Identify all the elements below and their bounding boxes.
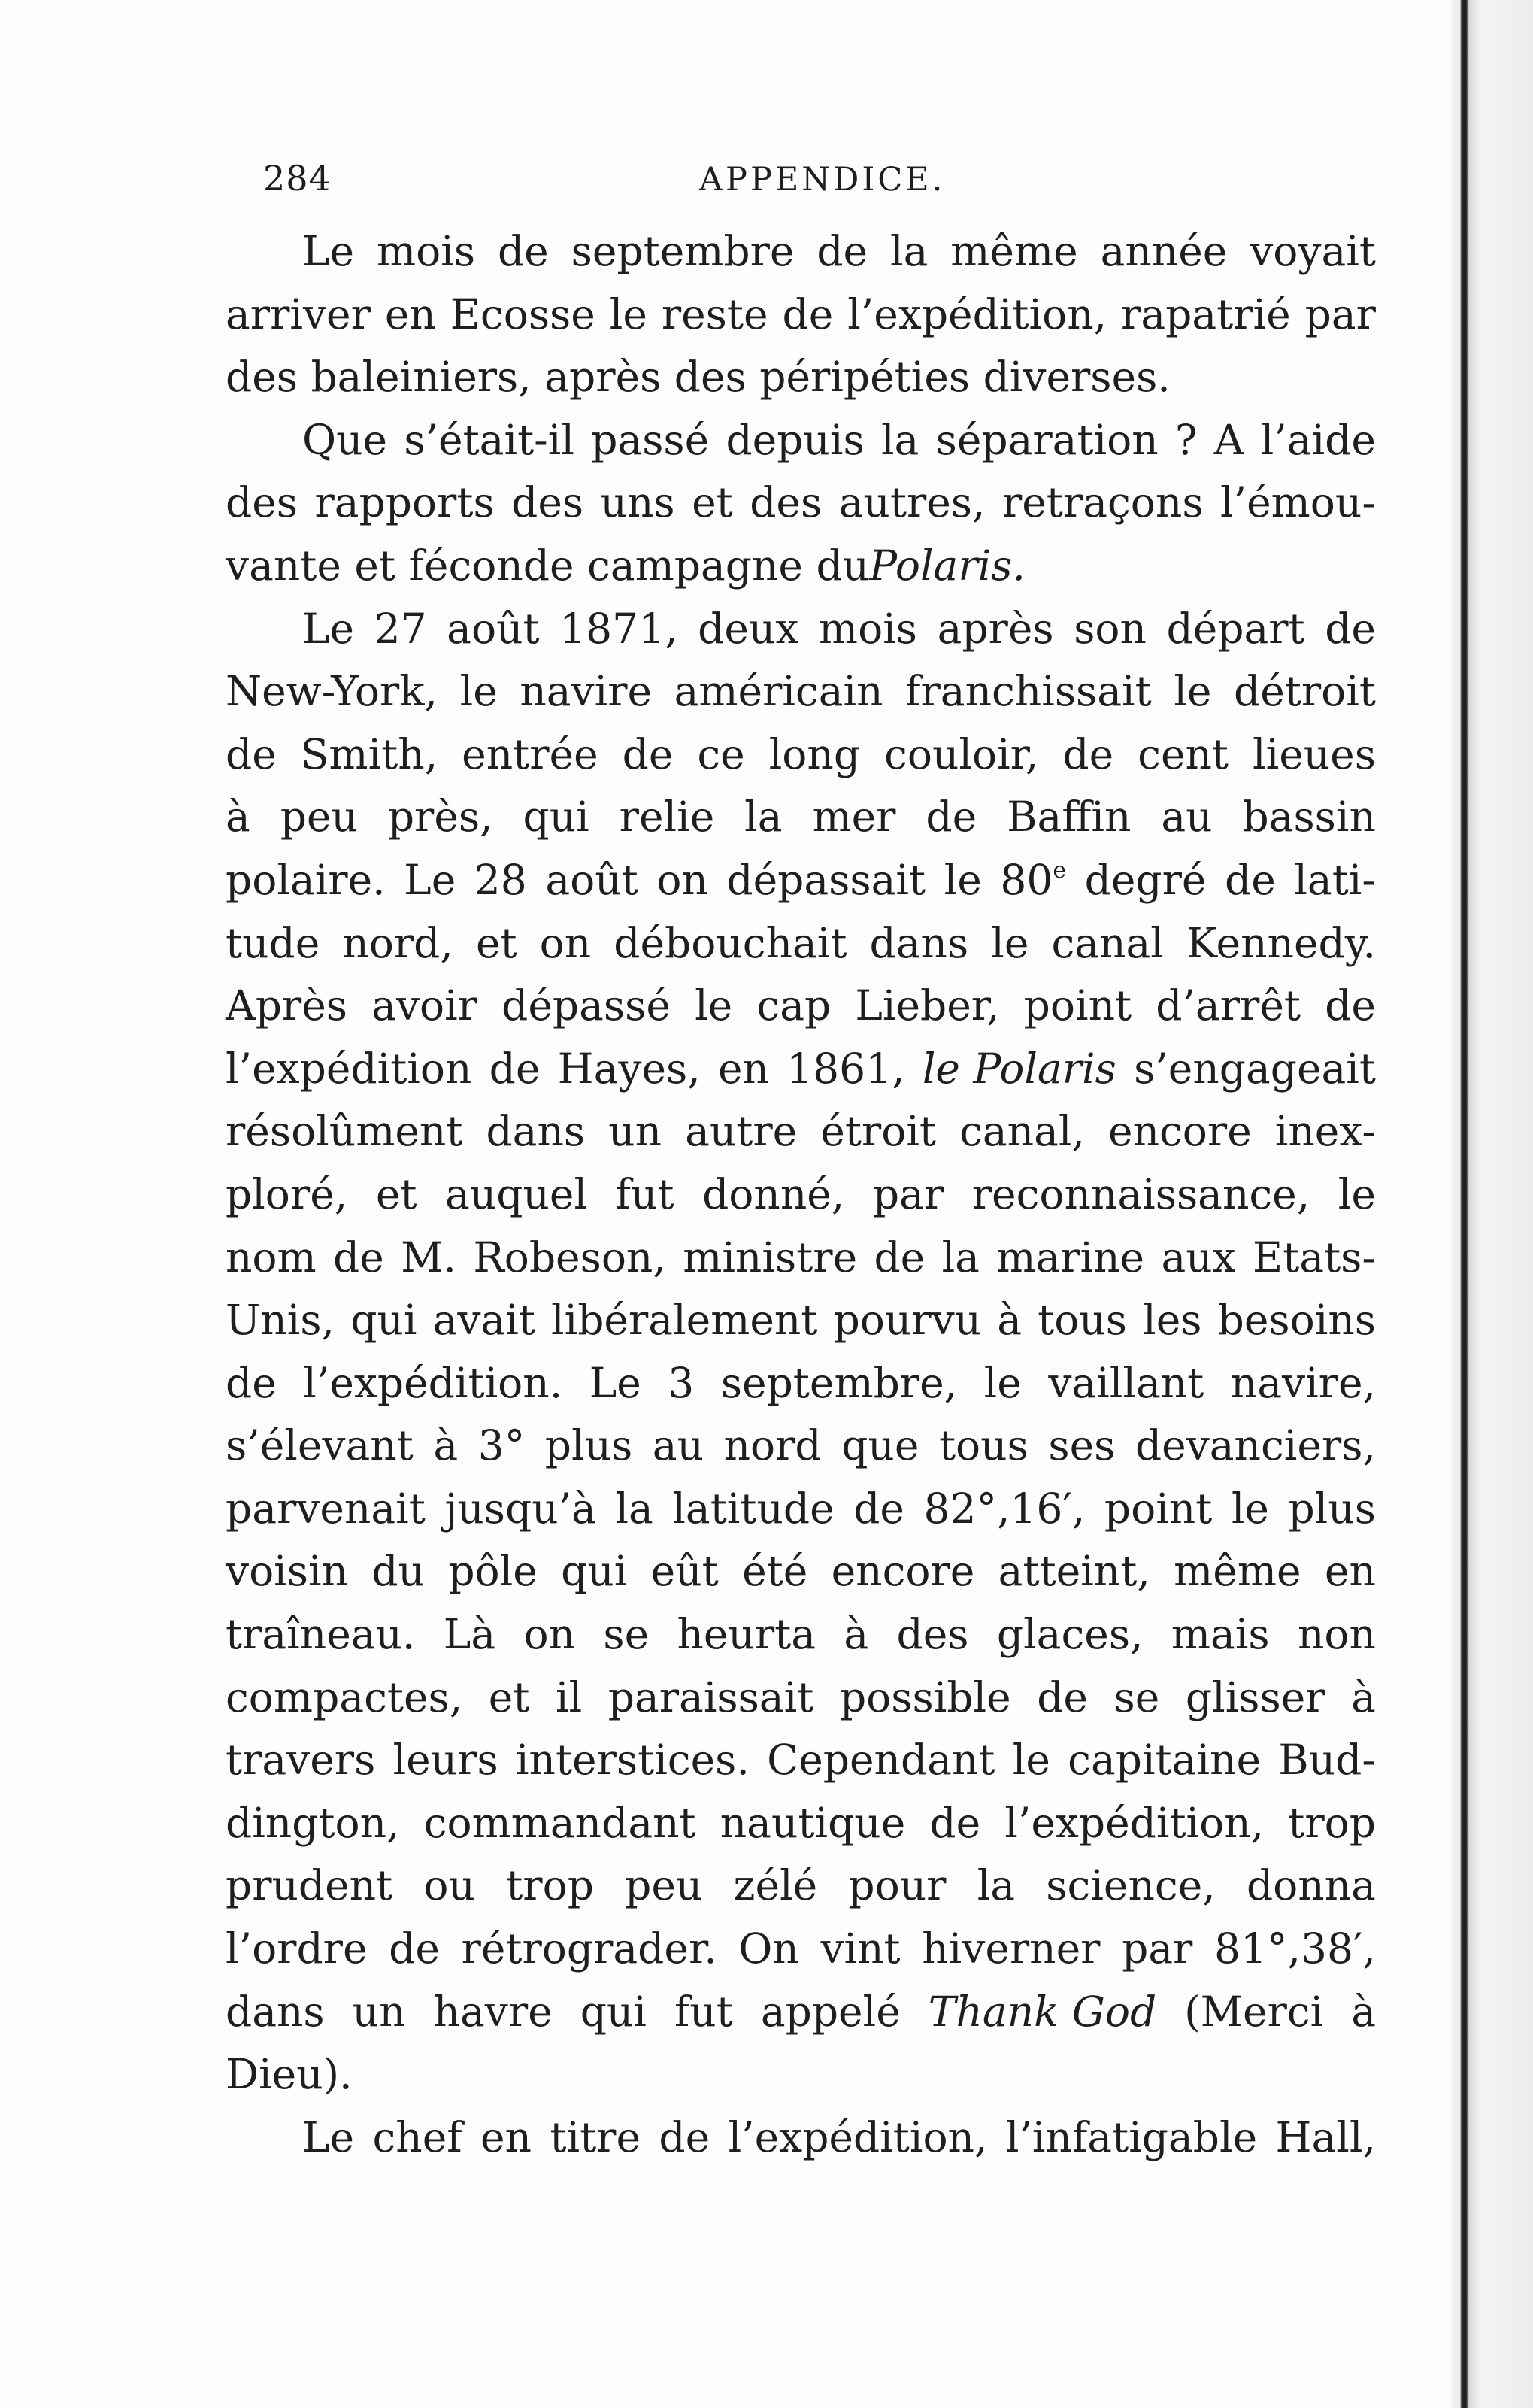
text-line: à peu près, qui relie la mer de Baffin au bassin [226, 793, 1376, 842]
page-edge-shadow [1451, 0, 1533, 2408]
text-line: s’élevant à 3° plus au nord que tous ses devanciers, [226, 1421, 1376, 1470]
page-number: 284 [263, 158, 332, 199]
text-line: Unis, qui avait libéralement pourvu à tous les besoins [226, 1296, 1376, 1345]
text-line: travers leurs interstices. Cependant le capitaine Bud- [226, 1736, 1376, 1785]
text-line: Dieu). [226, 2050, 353, 2099]
text-line: traîneau. Là on se heurta à des glaces, mais non [226, 1610, 1376, 1659]
text-line: l’expédition de Hayes, en 1861, le Polaris s’engageait [226, 1044, 1376, 1093]
text-line: polaire. Le 28 août on dépassait le 80e degré de lati- [226, 855, 1376, 904]
text-line: Le mois de septembre de la même année voyait [302, 227, 1376, 275]
text-line: compactes, et il paraissait possible de se glisser à [226, 1673, 1376, 1721]
text-line: des baleiniers, après des péripéties diverses. [226, 353, 1171, 402]
page-header [263, 158, 1353, 211]
text-line: Après avoir dépassé le cap Lieber, point d’arrêt de [226, 981, 1376, 1030]
text-line: parvenait jusqu’à la latitude de 82°,16′, point le plus [226, 1484, 1376, 1533]
text-line: des rapports des uns et des autres, retraçons l’émou- [226, 478, 1376, 527]
text-line: l’ordre de rétrograder. On vint hiverner par 81°,38′, [226, 1924, 1376, 1973]
text-line: ploré, et auquel fut donné, par reconnaissance, le [226, 1169, 1376, 1218]
text-line: de Smith, entrée de ce long couloir, de cent lieues [226, 729, 1376, 778]
text-line: arriver en Ecosse le reste de l’expédition, rapatrié par [226, 290, 1376, 338]
text-line: dans un havre qui fut appelé Thank God (Merci à [226, 1987, 1376, 2036]
text-line: dington, commandant nautique de l’expédition, trop [226, 1798, 1376, 1847]
text-line: voisin du pôle qui eût été encore atteint, même en [226, 1547, 1376, 1596]
text-body [226, 227, 1376, 2176]
running-title: APPENDICE. [699, 161, 946, 199]
text-line: nom de M. Robeson, ministre de la marine aux Etats- [226, 1233, 1376, 1281]
text-line: tude nord, et on débouchait dans le canal Kennedy. [226, 918, 1376, 967]
text-line: résolûment dans un autre étroit canal, encore inex- [226, 1107, 1376, 1156]
text-line: de l’expédition. Le 3 septembre, le vaillant navire, [226, 1358, 1376, 1407]
text-line: Que s’était-il passé depuis la séparation ? A l’aide [302, 415, 1376, 464]
text-line: vante et féconde campagne du Polaris. [226, 541, 1026, 590]
text-line: New-York, le navire américain franchissait le détroit [226, 667, 1376, 716]
text-line: prudent ou trop peu zélé pour la science, donna [226, 1861, 1376, 1910]
text-line: Le 27 août 1871, deux mois après son départ de [302, 604, 1376, 653]
text-line: Le chef en titre de l’expédition, l’infatigable Hall, [302, 2112, 1376, 2161]
